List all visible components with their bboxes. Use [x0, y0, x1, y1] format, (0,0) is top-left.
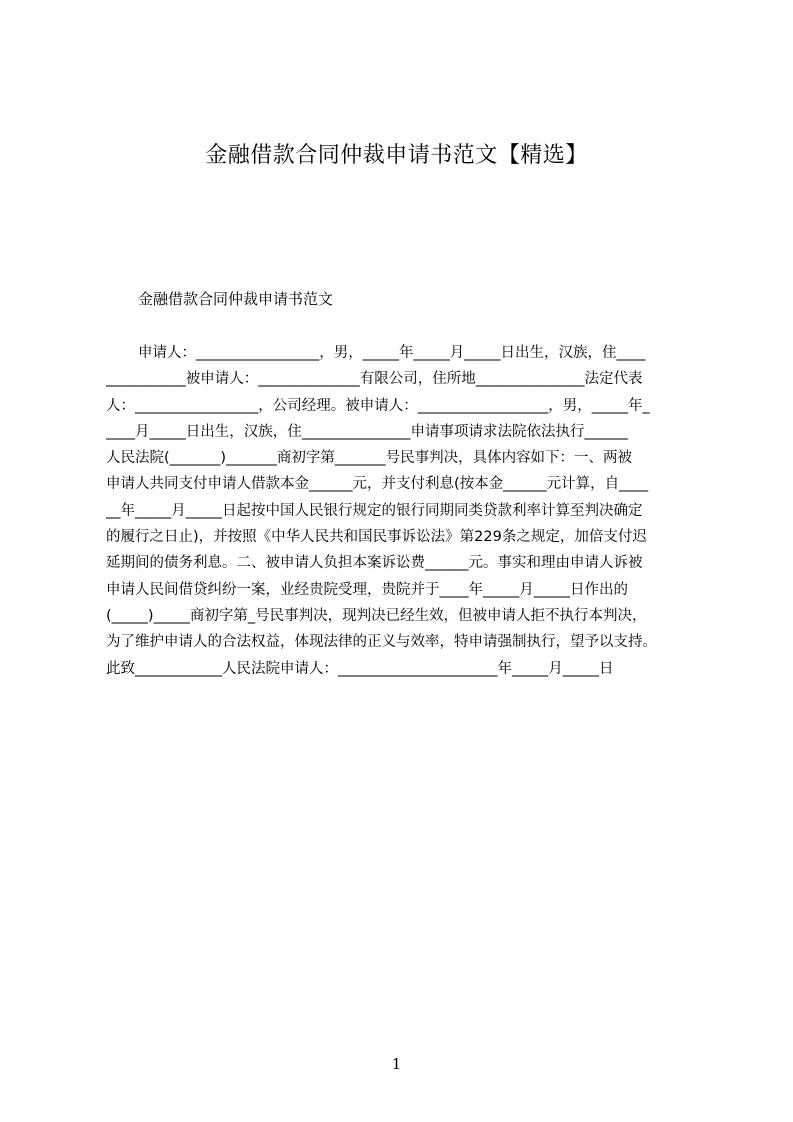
body-paragraph: [106, 340, 698, 682]
page-number: 1: [391, 1055, 402, 1073]
body-line: 申请人民间借贷纠纷一案，业经贵院受理，贵院并于____年_____月_____日作出的: [106, 581, 628, 598]
body-line: ____月_____日出生，汉族，住_______________申请事项请求法院依法执行______: [106, 423, 628, 440]
document-title: 金融借款合同仲裁申请书范文【精选】: [205, 143, 588, 168]
document-subtitle: 金融借款合同仲裁申请书范文: [138, 290, 334, 308]
body-line: 申请人共同支付申请人借款本金______元，并支付利息(按本金______元计算，自____: [106, 476, 649, 493]
body-line: 的履行之日止)，并按照《中华人民共和国民事诉讼法》第229条之规定，加倍支付迟: [106, 529, 647, 546]
body-line: 延期间的债务利息。二、被申请人负担本案诉讼费______元。事实和理由申请人诉被: [106, 555, 643, 572]
body-line: 此致____________人民法院申请人：______________________年_____月_____日: [106, 660, 614, 677]
body-line: ___________被申请人：______________有限公司，住所地_______________法定代表: [106, 371, 643, 388]
body-line: 人：_________________，公司经理。被申请人：__________________，男，_____年_: [106, 397, 650, 414]
body-line: 人民法院(_______)_______商初字第_______号民事判决，具体内容如下：一、两被: [106, 450, 633, 467]
body-line: (_____)_____商初字第_号民事判决，现判决已经生效，但被申请人拒不执行本判决，: [106, 607, 647, 624]
body-line: 申请人：_________________，男，_____年_____月_____日出生，汉族，住____: [138, 345, 646, 361]
body-line: __年_____月_____日起按中国人民银行规定的银行同期同类贷款利率计算至判决确定: [106, 502, 643, 519]
body-line: 为了维护申请人的合法权益，体现法律的正义与效率，特申请强制执行，望予以支持。: [106, 634, 657, 651]
